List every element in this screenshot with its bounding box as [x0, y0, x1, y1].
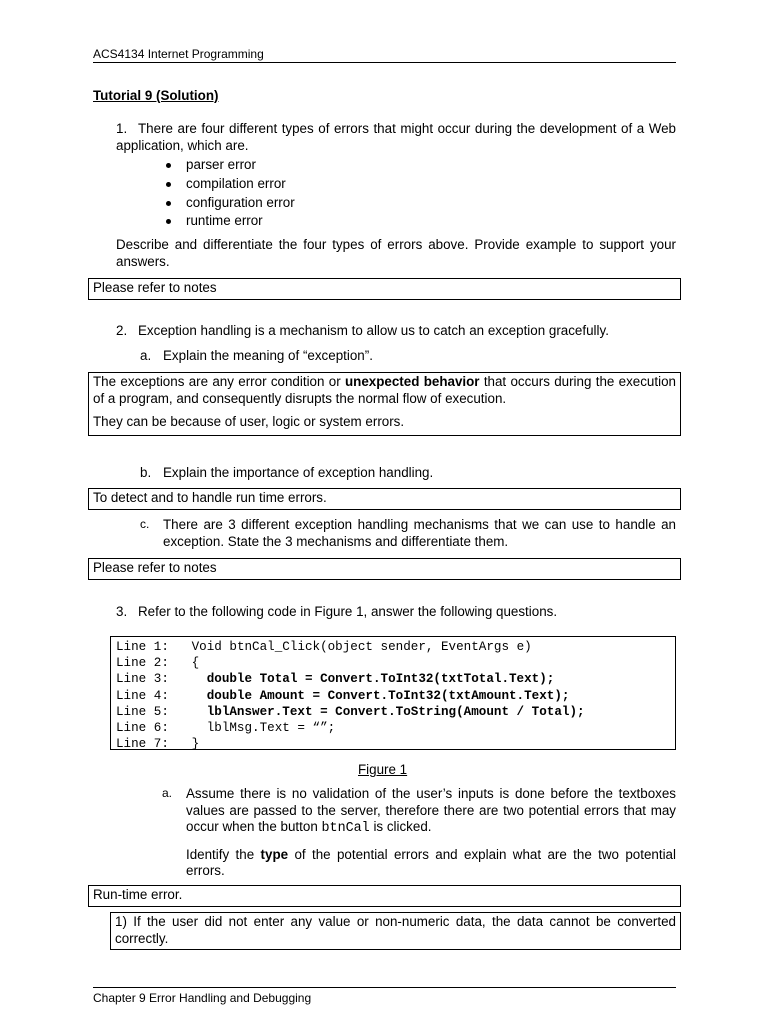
code-line [116, 704, 675, 720]
line-label: Line 7: [116, 737, 169, 752]
question-2a [140, 348, 676, 363]
question-2c [140, 517, 676, 550]
answer-box-q1: Please refer to notes [88, 278, 681, 300]
error-types-list [163, 156, 295, 231]
question-1-describe: Describe and differentiate the four types of errors above. Provide example to support your answers. [116, 237, 676, 269]
code-text: double Total = Convert.ToInt32(txtTotal.Text); [206, 672, 555, 687]
sub-label: b. [140, 465, 152, 480]
code-line [116, 655, 675, 671]
sub-label: a. [162, 786, 173, 800]
code-listing [110, 636, 676, 750]
list-item: parser error [163, 156, 295, 175]
answer-box-q2b: To detect and to handle run time errors. [88, 488, 681, 510]
line-label: Line 1: [116, 640, 169, 654]
page-title: Tutorial 9 (Solution) [93, 88, 219, 103]
code-line [116, 671, 675, 687]
line-label: Line 4: [116, 688, 169, 703]
line-label: Line 2: [116, 656, 169, 671]
code-text: { [191, 656, 200, 671]
code-text: double Amount = Convert.ToInt32(txtAmount.Text); [206, 688, 570, 703]
answer-text-part: that occurs during the execution of a program, and consequently disrupts the normal flow of execution. [93, 374, 676, 406]
answer-box-q3a-detail: 1) If the user did not enter any value or non-numeric data, the data cannot be converted correctly. [110, 912, 681, 950]
sub-text-emphasis: type [260, 846, 289, 862]
sub-label: c. [140, 517, 150, 531]
code-text: } [191, 737, 200, 752]
sub-text-part: is clicked. [373, 819, 432, 834]
answer-box-q2a [88, 372, 681, 436]
answer-box-q3a: Run-time error. [88, 885, 681, 907]
answer-text-part: The exceptions are any error condition or [93, 374, 341, 389]
list-item: runtime error [163, 212, 295, 231]
answer-text [93, 374, 676, 407]
line-label: Line 6: [116, 721, 169, 736]
code-line [116, 639, 675, 655]
question-number: 3. [116, 604, 128, 619]
list-item: compilation error [163, 175, 295, 194]
question-text: Exception handling is a mechanism to allow us to catch an exception gracefully. [138, 323, 609, 338]
list-item: configuration error [163, 194, 295, 213]
sub-text-identify [186, 847, 676, 880]
question-text: There are four different types of errors that might occur during the development of a Web application, which are. [116, 121, 676, 153]
code-line [116, 736, 675, 752]
question-number: 2. [116, 323, 128, 338]
sub-text: Explain the meaning of “exception”. [163, 348, 373, 363]
code-text: Void btnCal_Click(object sender, EventArgs e) [191, 640, 532, 654]
sub-text-part: Assume there is no validation of the user’s inputs is done before the textboxes values are passed to the server, therefore there are two potential errors that may occur when the button [186, 786, 676, 834]
question-3 [116, 604, 676, 621]
code-line [116, 720, 675, 736]
figure-caption: Figure 1 [358, 762, 408, 777]
sub-text-part: of the potential errors and explain what are the two potential errors. [186, 846, 676, 878]
question-2 [116, 323, 676, 340]
inline-code: btnCal [321, 821, 370, 836]
sub-text-part: Identify the [186, 846, 255, 862]
page-header: ACS4134 Internet Programming [93, 47, 676, 63]
page-footer: Chapter 9 Error Handling and Debugging [93, 987, 676, 1005]
sub-text [186, 786, 676, 838]
question-3a [162, 786, 676, 880]
question-number: 1. [116, 121, 128, 136]
answer-text-2: They can be because of user, logic or system errors. [93, 414, 405, 429]
line-label: Line 3: [116, 672, 169, 687]
answer-box-q2c: Please refer to notes [88, 558, 681, 580]
line-label: Line 5: [116, 704, 169, 719]
question-text: Refer to the following code in Figure 1, answer the following questions. [138, 604, 558, 619]
answer-emphasis: unexpected behavior [344, 374, 480, 389]
code-text: lblMsg.Text = “”; [206, 721, 336, 736]
question-1 [116, 121, 676, 154]
code-text: lblAnswer.Text = Convert.ToString(Amount / Total); [206, 704, 585, 719]
sub-text: Explain the importance of exception handling. [163, 465, 434, 480]
sub-text: There are 3 different exception handling mechanisms that we can use to handle an exception. State the 3 mechanisms and differentiate them. [163, 517, 676, 549]
code-line [116, 688, 675, 704]
question-2b [140, 465, 676, 480]
sub-label: a. [140, 348, 152, 363]
